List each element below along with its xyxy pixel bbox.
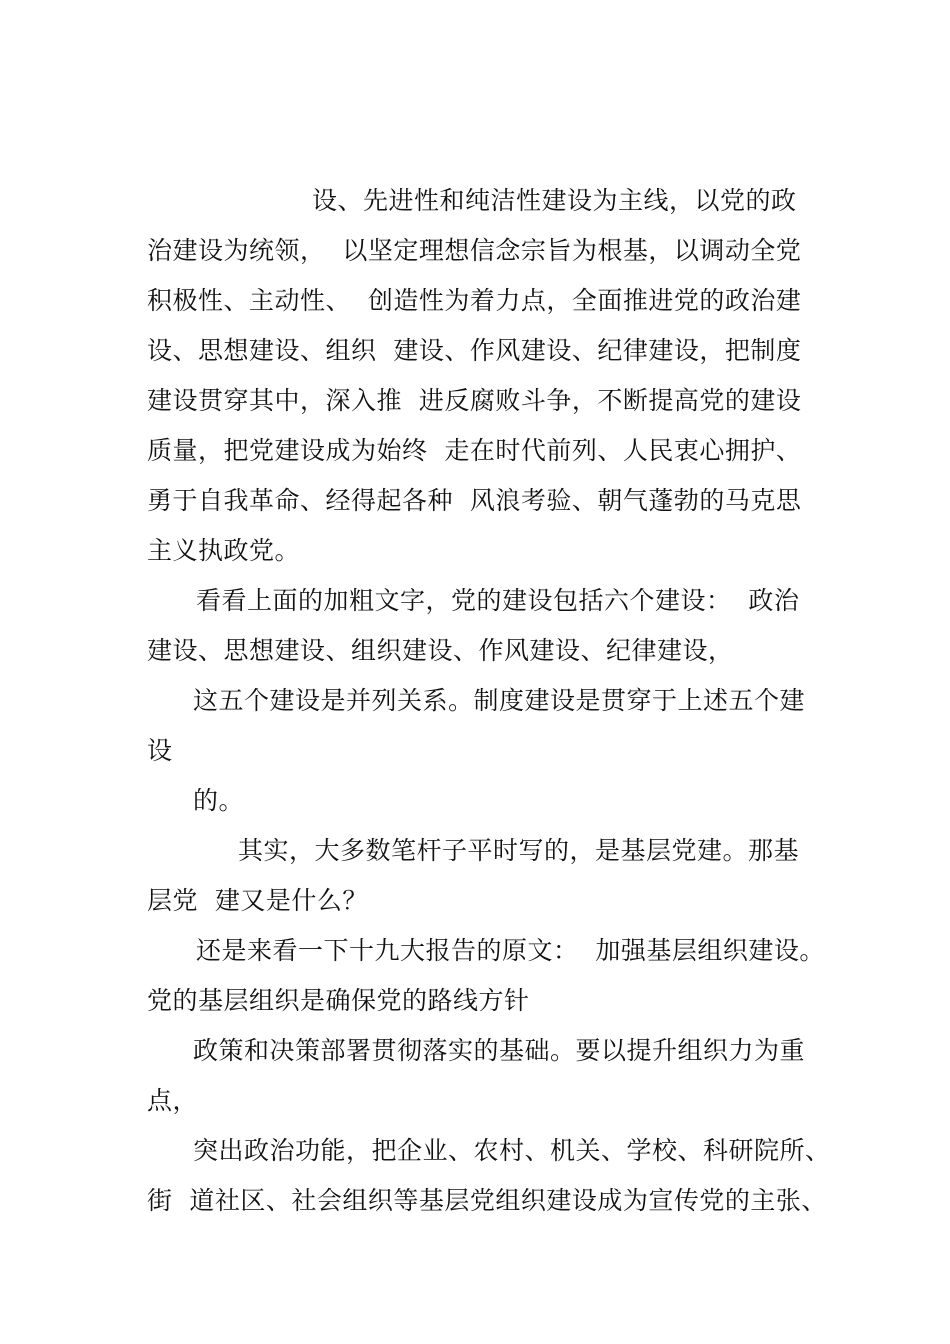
text-line: 党的基层组织是确保党的路线方针 [147, 986, 530, 1015]
text-line: 主义执政党。 [147, 536, 301, 565]
text-line: 建设贯穿其中，深入推 进反腐败斗争，不断提高党的建设 [147, 386, 802, 415]
text-line: 的。 [193, 786, 245, 815]
text-line: 治建设为统领， 以坚定理想信念宗旨为根基，以调动全党 [147, 236, 802, 265]
text-line: 设 [147, 736, 173, 765]
text-line: 质量，把党建设成为始终 走在时代前列、人民衷心拥护、 [147, 436, 802, 465]
text-line: 点， [147, 1086, 199, 1115]
text-line: 这五个建设是并列关系。制度建设是贯穿于上述五个建 [193, 686, 806, 715]
text-line: 建设、思想建设、组织建设、作风建设、纪律建设， [147, 636, 734, 665]
text-line: 层党 建又是什么？ [147, 886, 368, 915]
text-line: 政策和决策部署贯彻落实的基础。要以提升组织力为重 [193, 1036, 806, 1065]
text-line: 勇于自我革命、经得起各种 风浪考验、朝气蓬勃的马克思 [147, 486, 802, 515]
text-line: 看看上面的加粗文字，党的建设包括六个建设： 政治 [196, 586, 800, 615]
text-line: 其实，大多数笔杆子平时写的，是基层党建。那基 [238, 836, 800, 865]
text-line: 突出政治功能，把企业、农村、机关、学校、科研院所、 [193, 1136, 831, 1165]
text-line: 积极性、主动性、 创造性为着力点，全面推进党的政治建 [147, 286, 802, 315]
text-line: 还是来看一下十九大报告的原文： 加强基层组织建设。 [196, 936, 825, 965]
text-line: 设、先进性和纯洁性建设为主线，以党的政 [312, 186, 797, 215]
text-line: 街 道社区、社会组织等基层党组织建设成为宣传党的主张、 [147, 1186, 827, 1215]
text-line: 设、思想建设、组织 建设、作风建设、纪律建设，把制度 [147, 336, 802, 365]
